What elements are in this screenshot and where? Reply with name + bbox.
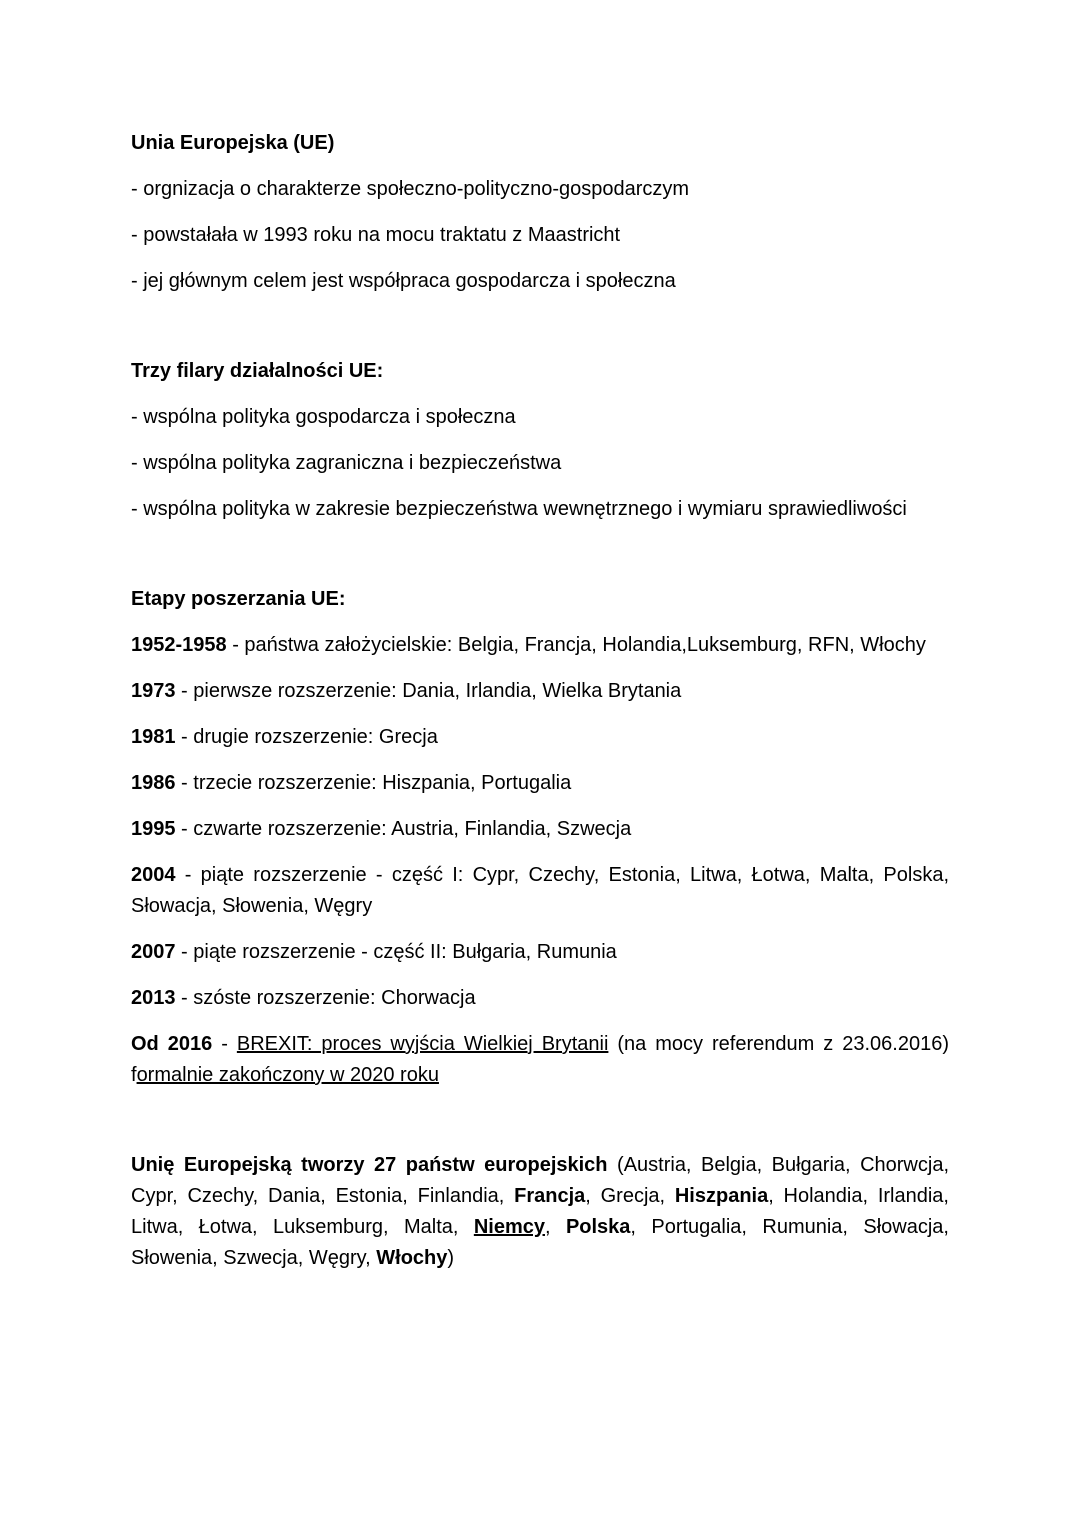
stage-year: 2004 <box>131 864 176 886</box>
document-page <box>131 128 949 1289</box>
member-states-text: , Portugalia, Rumunia, Słowacja, Słowenia, Szwecja, Węgry, <box>131 1216 949 1269</box>
stage-text: - czwarte rozszerzenie: Austria, Finlandia, Szwecja <box>175 818 632 840</box>
stage-item <box>131 676 949 722</box>
stage-item <box>131 722 949 768</box>
section-eu-definition <box>131 128 949 312</box>
list-item: - jej głównym celem jest współpraca gospodarcza i społeczna <box>131 270 676 292</box>
member-states-paragraph <box>131 1150 949 1274</box>
stage-item <box>131 814 949 860</box>
section-heading: Unia Europejska (UE) <box>131 132 335 154</box>
stage-year: 2007 <box>131 941 176 963</box>
member-states-text: , <box>544 1216 566 1238</box>
stage-year: 1952-1958 <box>131 634 227 656</box>
stage-text: - piąte rozszerzenie - część I: Cypr, Czechy, Estonia, Litwa, Łotwa, Malta, Polska, Słowacja, Słowenia, Węgry <box>131 864 949 917</box>
stage-year: 1986 <box>131 772 176 794</box>
list-item: - wspólna polityka gospodarcza i społeczna <box>131 406 516 428</box>
stage-item-brexit <box>131 1029 949 1091</box>
brexit-underlined-text: ormalnie zakończony w 2020 roku <box>136 1064 439 1086</box>
stage-item <box>131 768 949 814</box>
section-spacer <box>131 312 949 356</box>
stage-item <box>131 937 949 983</box>
stage-text: - drugie rozszerzenie: Grecja <box>175 726 438 748</box>
section-member-states <box>131 1150 949 1274</box>
stage-text: - trzecie rozszerzenie: Hiszpania, Portugalia <box>175 772 572 794</box>
stage-item <box>131 860 949 922</box>
member-states-text: ) <box>447 1247 455 1269</box>
stage-year: Od 2016 <box>131 1033 213 1055</box>
country-bold: Włochy <box>376 1247 448 1269</box>
section-spacer <box>131 540 949 584</box>
country-bold-underlined: Niemcy <box>473 1216 545 1238</box>
country-bold: Francja <box>514 1185 586 1207</box>
stage-item <box>131 630 949 661</box>
list-item: - wspólna polityka zagraniczna i bezpieczeństwa <box>131 452 562 474</box>
member-states-text: (Austria, Belgia, Bułgaria, Chorwcja, Cypr, Czechy, Dania, Estonia, Finlandia, <box>131 1154 949 1207</box>
stage-text: - pierwsze rozszerzenie: Dania, Irlandia, Wielka Brytania <box>175 680 682 702</box>
section-heading: Trzy filary działalności UE: <box>131 360 384 382</box>
stage-text: - państwa założycielskie: Belgia, Francja, Holandia,Luksemburg, RFN, Włochy <box>226 634 926 656</box>
section-three-pillars <box>131 356 949 525</box>
stage-year: 1973 <box>131 680 176 702</box>
stage-separator: - <box>212 1033 237 1055</box>
list-item: - orgnizacja o charakterze społeczno-polityczno-gospodarczym <box>131 178 690 200</box>
stage-year: 2013 <box>131 987 176 1009</box>
section-heading: Etapy poszerzania UE: <box>131 588 346 610</box>
member-states-text: , Grecja, <box>585 1185 675 1207</box>
member-states-lead: Unię Europejską tworzy 27 państw europejskich <box>131 1154 608 1176</box>
stage-text: - piąte rozszerzenie - część II: Bułgaria, Rumunia <box>175 941 617 963</box>
country-bold: Hiszpania <box>674 1185 769 1207</box>
stage-year: 1995 <box>131 818 176 840</box>
brexit-underlined-text: BREXIT: proces wyjścia Wielkiej Brytanii <box>236 1033 609 1055</box>
country-bold: Polska <box>565 1216 631 1238</box>
list-item: - wspólna polityka w zakresie bezpieczeństwa wewnętrznego i wymiaru sprawiedliwości <box>131 498 907 520</box>
section-enlargement-stages <box>131 584 949 1091</box>
stage-item <box>131 983 949 1029</box>
stage-text: - szóste rozszerzenie: Chorwacja <box>175 987 476 1009</box>
section-spacer <box>131 1106 949 1150</box>
list-item: - powstałała w 1993 roku na mocu traktatu z Maastricht <box>131 224 621 246</box>
member-states-text: , Holandia, Irlandia, Litwa, Łotwa, Luksemburg, Malta, <box>131 1185 949 1238</box>
stage-year: 1981 <box>131 726 176 748</box>
brexit-text: (na mocy referendum z 23.06.2016) f <box>131 1033 949 1086</box>
